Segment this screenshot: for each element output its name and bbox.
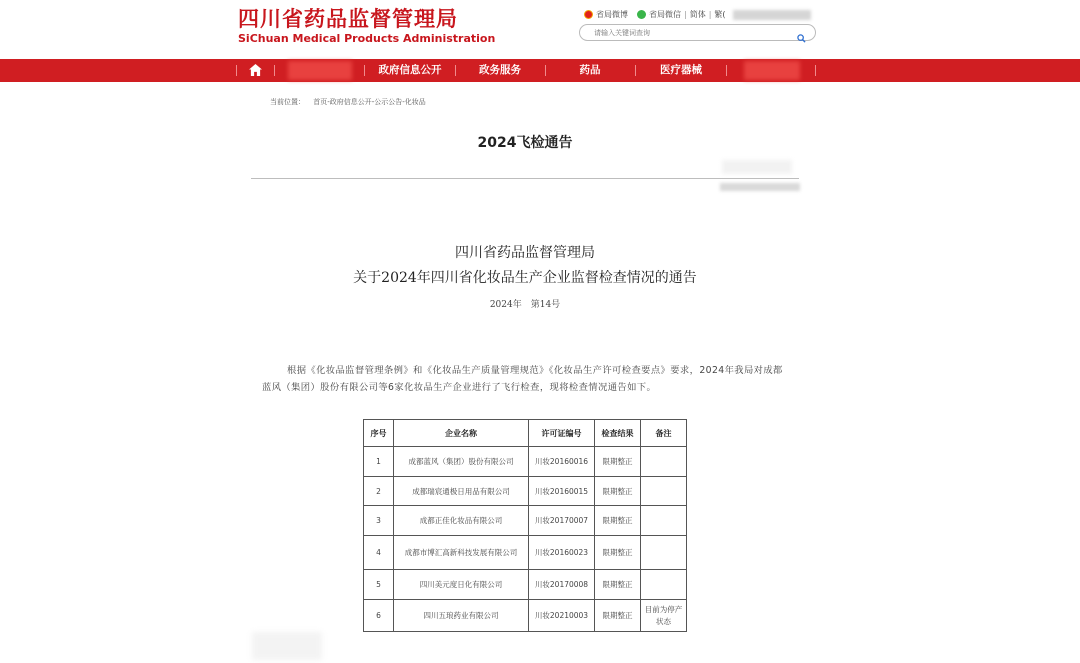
cell-company: 成都市博汇高新科技发展有限公司	[394, 536, 529, 570]
col-header-note: 备注	[641, 420, 687, 447]
cell-license: 川妆20170008	[529, 570, 595, 600]
nav-item-devices[interactable]: 医疗器械	[660, 64, 702, 76]
wechat-link[interactable]: 省局微信	[649, 10, 681, 19]
redacted-meta	[722, 160, 792, 174]
cell-note	[641, 506, 687, 536]
search-input[interactable]	[594, 26, 784, 39]
lang-simplified-link[interactable]: 简体	[689, 10, 706, 19]
table-row	[364, 536, 687, 570]
cell-company: 四川美元度日化有限公司	[394, 570, 529, 600]
cell-index: 6	[364, 600, 394, 632]
site-logo[interactable]	[238, 6, 495, 46]
nav-item-gov-info[interactable]: 政府信息公开	[378, 64, 442, 76]
wechat-icon	[637, 10, 646, 19]
inspection-table	[363, 419, 687, 632]
cell-company: 成都蓝风（集团）股份有限公司	[394, 447, 529, 477]
cell-result: 限期整正	[595, 570, 641, 600]
document-subject: 关于2024年四川省化妆品生产企业监督检查情况的通告	[353, 270, 697, 286]
cell-result: 限期整正	[595, 477, 641, 506]
nav-divider	[236, 65, 237, 76]
nav-divider	[815, 65, 816, 76]
document-intro: 根据《化妆品监督管理条例》和《化妆品生产质量管理规范》《化妆品生产许可检查要点》要求，2024年我局对成都蓝风（集团）股份有限公司等6家化妆品生产企业进行了飞行检查，现将检查情况通告如下。	[262, 365, 783, 393]
nav-item-redacted[interactable]	[744, 61, 800, 80]
redacted-links	[733, 10, 811, 20]
divider: |	[684, 10, 687, 19]
cell-license: 川妆20160016	[529, 447, 595, 477]
cell-note: 目前为停产状态	[641, 600, 687, 632]
breadcrumb	[270, 97, 426, 107]
cell-index: 2	[364, 477, 394, 506]
col-header-license: 许可证编号	[529, 420, 595, 447]
table-header-row	[364, 420, 687, 447]
table-row	[364, 570, 687, 600]
cell-company: 四川五琅药业有限公司	[394, 600, 529, 632]
col-header-company: 企业名称	[394, 420, 529, 447]
col-header-index: 序号	[364, 420, 394, 447]
cell-index: 1	[364, 447, 394, 477]
logo-title-cn: 四川省药品监督管理局	[238, 7, 458, 31]
cell-result: 限期整正	[595, 536, 641, 570]
lang-traditional-link[interactable]: 繁(	[714, 10, 726, 19]
page-title: 2024飞检通告	[477, 135, 573, 151]
cell-license: 川妆20160023	[529, 536, 595, 570]
nav-item-services[interactable]: 政务服务	[479, 64, 521, 76]
cell-index: 4	[364, 536, 394, 570]
cell-company: 成都正佳化妆品有限公司	[394, 506, 529, 536]
cell-company: 成都瑞宸通极日用品有限公司	[394, 477, 529, 506]
cell-note	[641, 536, 687, 570]
search-icon[interactable]	[797, 28, 806, 47]
document-number: 2024年 第14号	[489, 300, 561, 310]
weibo-link[interactable]: 省局微博	[596, 10, 628, 19]
nav-divider	[455, 65, 456, 76]
cell-license: 川妆20170007	[529, 506, 595, 536]
table-row	[364, 506, 687, 536]
top-links	[584, 9, 811, 20]
cell-index: 5	[364, 570, 394, 600]
cell-note	[641, 477, 687, 506]
title-divider	[251, 178, 799, 179]
table-row	[364, 477, 687, 506]
cell-result: 限期整正	[595, 506, 641, 536]
main-nav	[0, 59, 1080, 82]
table-row	[364, 447, 687, 477]
cell-result: 限期整正	[595, 600, 641, 632]
nav-item-drugs[interactable]: 药品	[579, 64, 601, 76]
cell-note	[641, 447, 687, 477]
nav-divider	[274, 65, 275, 76]
nav-divider	[726, 65, 727, 76]
nav-divider	[364, 65, 365, 76]
breadcrumb-path[interactable]: 首页-政府信息公开-公示公告-化妆品	[313, 98, 426, 106]
nav-item-redacted[interactable]	[288, 61, 352, 80]
nav-divider	[635, 65, 636, 76]
divider: |	[708, 10, 712, 19]
col-header-result: 检查结果	[595, 420, 641, 447]
search-box	[579, 24, 816, 41]
redacted-meta	[720, 183, 800, 191]
document-org: 四川省药品监督管理局	[455, 245, 595, 261]
cell-license: 川妆20160015	[529, 477, 595, 506]
redacted-footer	[252, 632, 322, 660]
cell-result: 限期整正	[595, 447, 641, 477]
cell-license: 川妆20210003	[529, 600, 595, 632]
home-icon[interactable]	[244, 59, 266, 82]
cell-index: 3	[364, 506, 394, 536]
nav-divider	[545, 65, 546, 76]
logo-title-en: SiChuan Medical Products Administration	[238, 32, 496, 45]
breadcrumb-label: 当前位置：	[270, 98, 305, 106]
weibo-icon	[584, 10, 593, 19]
table-row	[364, 600, 687, 632]
cell-note	[641, 570, 687, 600]
